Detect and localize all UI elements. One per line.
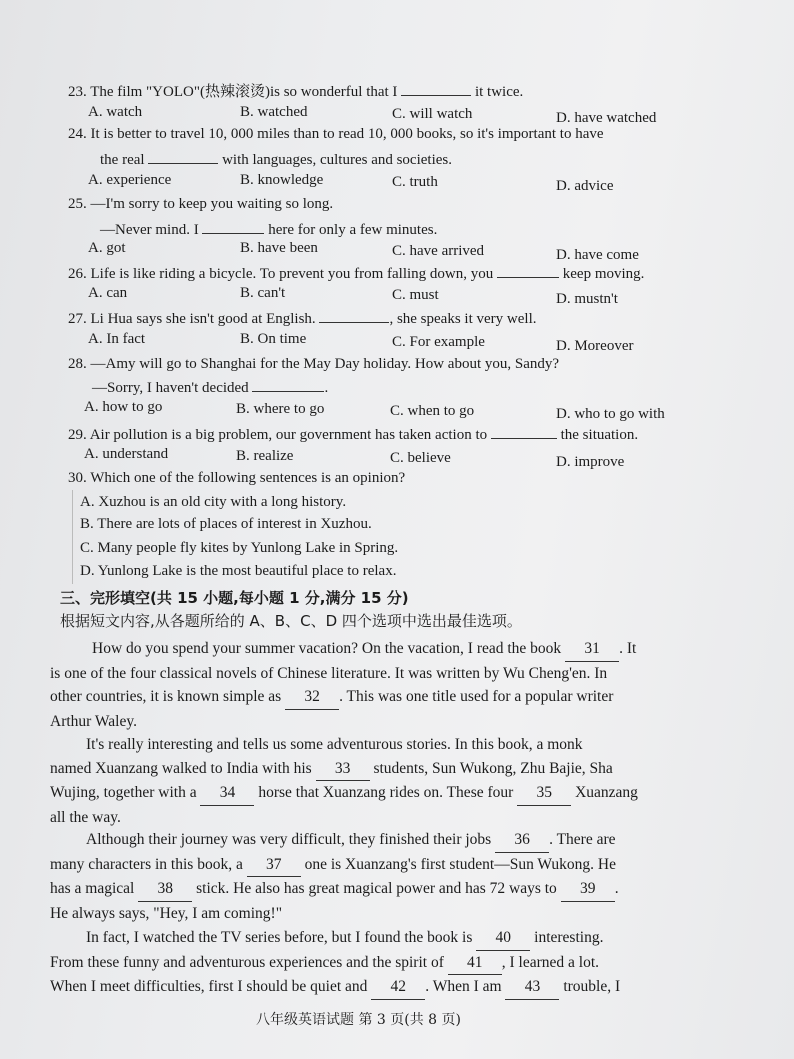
- question-30: [68, 470, 405, 487]
- cloze-blank-37: 37: [247, 853, 301, 878]
- passage-text: all the way.: [50, 808, 121, 826]
- question-stem: the real: [100, 152, 145, 168]
- option-b: B. realize: [236, 448, 294, 464]
- passage-paragraph-3: [50, 828, 714, 925]
- question-24: [68, 126, 604, 143]
- cloze-blank-43: 43: [505, 975, 559, 1000]
- question-23: [68, 80, 523, 101]
- passage-text: . When I am: [425, 978, 506, 995]
- option-c: C. For example: [392, 334, 485, 350]
- option-b: B. On time: [240, 331, 307, 347]
- option-b: B. where to go: [236, 401, 325, 417]
- cloze-blank-33: 33: [316, 757, 370, 782]
- question-28-line2: [92, 377, 328, 397]
- passage-text: Wujing, together with a: [50, 784, 201, 801]
- question-number: 24.: [68, 126, 87, 142]
- question-stem-end: .: [324, 380, 329, 396]
- passage-text: In fact, I watched the TV series before, but I found the book is: [86, 929, 477, 946]
- question-stem-end: with languages, cultures and societies.: [222, 152, 452, 168]
- option-a: A. experience: [88, 172, 172, 188]
- option-a: A. understand: [84, 446, 169, 462]
- option-a: A. Xuzhou is an old city with a long history.: [80, 494, 347, 510]
- passage-text: It's really interesting and tells us some adventurous stories. In this book, a monk: [86, 736, 583, 753]
- passage-text: From these funny and adventurous experiences and the spirit of: [50, 953, 448, 971]
- option-b: B. watched: [240, 104, 308, 120]
- cloze-blank-34: 34: [200, 781, 254, 806]
- passage-text: , I learned a lot.: [501, 953, 599, 971]
- passage-text: Arthur Waley.: [50, 712, 137, 730]
- option-d: D. Yunlong Lake is the most beautiful place to relax.: [80, 563, 397, 579]
- cloze-blank-36: 36: [495, 828, 549, 853]
- passage-text: Xuanzang: [571, 784, 638, 801]
- answer-blank: [497, 263, 559, 278]
- cloze-blank-40: 40: [476, 926, 530, 951]
- passage-text: trouble, I: [559, 978, 621, 995]
- passage-paragraph-4: [50, 926, 714, 1000]
- cloze-blank-31: 31: [565, 637, 619, 662]
- question-stem-end: keep moving.: [562, 266, 645, 282]
- option-a: A. In fact: [88, 331, 146, 347]
- answer-blank: [148, 149, 218, 164]
- option-b: B. There are lots of places of interest in Xuzhou.: [80, 516, 372, 532]
- option-d: D. Moreover: [556, 338, 634, 354]
- question-stem: Which one of the following sentences is an opinion?: [90, 470, 406, 486]
- answer-blank: [202, 219, 264, 234]
- option-c: C. have arrived: [392, 243, 485, 259]
- passage-text: . This was one title used for a popular writer: [339, 688, 614, 705]
- page-footer: 八年级英语试题 第 3 页(共 8 页): [256, 1012, 461, 1028]
- option-c: C. Many people fly kites by Yunlong Lake in Spring.: [80, 540, 399, 556]
- question-stem-end: it twice.: [474, 84, 524, 100]
- passage-text: horse that Xuanzang rides on. These four: [254, 784, 518, 801]
- option-c: C. when to go: [390, 403, 475, 419]
- passage-text: stick. He also has great magical power and has 72 ways to: [192, 880, 561, 897]
- option-d: D. advice: [556, 178, 614, 194]
- option-b: B. have been: [240, 240, 318, 256]
- cloze-blank-41: 41: [448, 951, 502, 976]
- passage-text: other countries, it is known simple as: [50, 688, 286, 705]
- option-a: A. can: [88, 285, 128, 301]
- question-stem: —Sorry, I haven't decided: [92, 380, 249, 396]
- question-number: 29.: [68, 427, 87, 443]
- question-number: 23.: [68, 84, 87, 100]
- option-a: A. watch: [88, 104, 143, 120]
- option-b: B. knowledge: [240, 172, 324, 188]
- option-a: A. got: [88, 240, 126, 256]
- passage-paragraph-1: [50, 637, 714, 733]
- passage-text: one is Xuanzang's first student—Sun Wukong. He: [300, 855, 616, 873]
- passage-text: has a magical: [50, 880, 139, 897]
- question-number: 26.: [68, 266, 87, 282]
- option-b: B. can't: [240, 285, 286, 301]
- cloze-blank-35: 35: [517, 781, 571, 806]
- question-24-line2: [100, 149, 452, 169]
- answer-blank: [491, 424, 557, 439]
- passage-text: When I meet difficulties, first I should be quiet and: [50, 978, 372, 995]
- cloze-blank-42: 42: [371, 975, 425, 1000]
- passage-paragraph-2: [50, 733, 714, 829]
- question-stem-end: here for only a few minutes.: [268, 222, 438, 238]
- cloze-blank-38: 38: [138, 877, 192, 902]
- question-25: [68, 196, 333, 213]
- question-stem-end: the situation.: [560, 427, 639, 443]
- option-a: A. how to go: [84, 399, 163, 415]
- option-d: D. have watched: [556, 110, 657, 126]
- question-number: 30.: [68, 470, 87, 486]
- option-c: C. believe: [390, 450, 451, 466]
- question-stem: Life is like riding a bicycle. To prevent you from falling down, you: [90, 266, 494, 282]
- option-c: C. truth: [392, 174, 438, 190]
- passage-text: Although their journey was very difficult, they finished their jobs: [86, 831, 496, 848]
- question-stem: —Never mind. I: [100, 222, 199, 238]
- passage-text: He always says, "Hey, I am coming!": [50, 904, 283, 922]
- section-instruction: 根据短文内容,从各题所给的 A、B、C、D 四个选项中选出最佳选项。: [60, 612, 522, 630]
- answer-blank: [252, 377, 324, 392]
- passage-text: is one of the four classical novels of Chinese literature. It was written by Wu Cheng'en. In: [50, 664, 608, 682]
- question-stem: Li Hua says she isn't good at English.: [90, 311, 316, 327]
- question-28: [68, 356, 559, 373]
- answer-blank: [401, 81, 471, 96]
- passage-text: How do you spend your summer vacation? On the vacation, I read the book: [92, 640, 566, 657]
- cloze-blank-32: 32: [285, 685, 339, 710]
- question-29: [68, 424, 638, 444]
- question-27: [68, 308, 537, 328]
- option-d: D. improve: [556, 454, 625, 470]
- question-26: [68, 263, 644, 283]
- option-c: C. must: [392, 287, 439, 303]
- passage-text: named Xuanzang walked to India with his: [50, 759, 316, 777]
- question-number: 27.: [68, 311, 87, 327]
- question-number: 28.: [68, 356, 87, 372]
- question-stem: It is better to travel 10, 000 miles than to read 10, 000 books, so it's important to have: [90, 126, 604, 142]
- option-d: D. who to go with: [556, 406, 665, 422]
- passage-text: . There are: [549, 831, 616, 848]
- cloze-blank-39: 39: [561, 877, 615, 902]
- question-stem: —I'm sorry to keep you waiting so long.: [90, 196, 334, 212]
- question-25-line2: [100, 219, 437, 239]
- option-c: C. will watch: [392, 106, 473, 122]
- passage-text: . It: [619, 640, 637, 657]
- passage-text: many characters in this book, a: [50, 855, 247, 873]
- option-d: D. have come: [556, 247, 639, 263]
- question-stem: The film "YOLO"(热辣滚烫)is so wonderful that I: [90, 84, 398, 100]
- question-stem: —Amy will go to Shanghai for the May Day holiday. How about you, Sandy?: [90, 356, 560, 372]
- answer-blank: [319, 308, 389, 323]
- question-stem: Air pollution is a big problem, our government has taken action to: [89, 427, 488, 443]
- passage-text: interesting.: [530, 929, 604, 946]
- section-title: 三、完形填空(共 15 小题,每小题 1 分,满分 15 分): [60, 589, 409, 607]
- question-number: 25.: [68, 196, 87, 212]
- option-d: D. mustn't: [556, 291, 618, 307]
- passage-text: .: [614, 880, 619, 897]
- passage-text: students, Sun Wukong, Zhu Bajie, Sha: [369, 759, 613, 777]
- question-stem-end: , she speaks it very well.: [389, 311, 537, 327]
